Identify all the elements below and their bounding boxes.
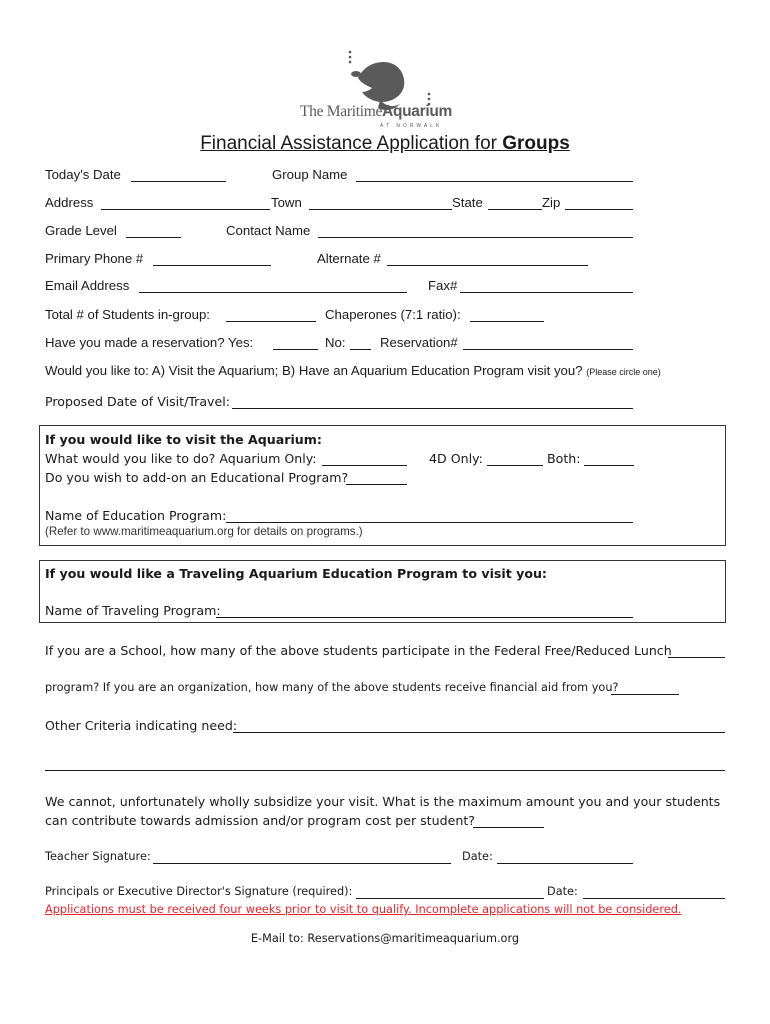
education-program-field[interactable] — [226, 522, 633, 523]
contact-name-field[interactable] — [318, 237, 633, 238]
zip-label: Zip — [542, 195, 561, 210]
reservation-no-label: No: — [325, 335, 346, 350]
lunch-count-field[interactable] — [668, 657, 725, 658]
reservation-no-field[interactable] — [350, 349, 371, 350]
grade-level-label: Grade Level — [45, 223, 117, 238]
total-students-label: Total # of Students in-group: — [45, 307, 210, 322]
both-label: Both: — [547, 451, 581, 466]
contribution-amount-field[interactable] — [473, 827, 544, 828]
primary-phone-label: Primary Phone # — [45, 251, 144, 266]
grade-level-field[interactable] — [126, 237, 181, 238]
subsidy-line2: can contribute towards admission and/or program cost per student? — [45, 813, 475, 828]
address-field[interactable] — [101, 209, 270, 210]
other-criteria-field-2[interactable] — [45, 770, 725, 771]
traveling-program-field[interactable] — [216, 617, 633, 618]
teacher-signature-field[interactable] — [153, 863, 451, 864]
reservation-number-label: Reservation# — [380, 335, 458, 350]
lunch-question-line2: program? If you are an organization, how many of the above students receive financial aid from you? — [45, 681, 619, 694]
total-students-field[interactable] — [226, 321, 316, 322]
fax-label: Fax# — [428, 278, 458, 293]
email-field[interactable] — [139, 292, 407, 293]
circle-one-note: (Please circle one) — [586, 367, 661, 377]
programs-reference-note: (Refer to www.maritimeaquarium.org for details on programs.) — [45, 525, 363, 538]
principal-signature-field[interactable] — [356, 898, 544, 899]
fax-field[interactable] — [460, 292, 633, 293]
email-label: Email Address — [45, 278, 130, 293]
traveling-program-label: Name of Traveling Program: — [45, 603, 221, 618]
subsidy-line1: We cannot, unfortunately wholly subsidize your visit. What is the maximum amount you and your students — [45, 794, 721, 809]
principal-signature-label: Principals or Executive Director's Signature (required): — [45, 885, 353, 898]
alternate-phone-field[interactable] — [387, 265, 588, 266]
todays-date-label: Today's Date — [45, 167, 121, 182]
travel-box-heading: If you would like a Traveling Aquarium Education Program to visit you: — [45, 566, 547, 581]
logo-tagline: AT NORWALK — [380, 123, 443, 129]
aquarium-only-label: What would you like to do? Aquarium Only: — [45, 451, 317, 466]
fourd-only-field[interactable] — [487, 465, 543, 466]
proposed-date-field[interactable] — [232, 408, 633, 409]
town-label: Town — [271, 195, 302, 210]
fourd-only-label: 4D Only: — [429, 451, 483, 466]
other-criteria-label: Other Criteria indicating need: — [45, 718, 238, 733]
addon-program-field[interactable] — [346, 484, 407, 485]
reservation-number-field[interactable] — [463, 349, 633, 350]
logo-wordmark — [300, 103, 452, 121]
reservation-question: Have you made a reservation? Yes: — [45, 335, 254, 350]
email-contact: E-Mail to: Reservations@maritimeaquarium.org — [250, 932, 520, 945]
teacher-signature-label: Teacher Signature: — [45, 850, 151, 863]
chaperones-field[interactable] — [470, 321, 544, 322]
proposed-date-label: Proposed Date of Visit/Travel: — [45, 394, 230, 409]
logo-brand-bold: Aquarium — [382, 103, 453, 120]
both-field[interactable] — [584, 465, 634, 466]
deadline-notice: Applications must be received four weeks prior to visit to qualify. Incomplete applications will not be considered. — [45, 903, 682, 916]
visit-box-heading: If you would like to visit the Aquarium: — [45, 432, 322, 447]
contact-name-label: Contact Name — [226, 223, 311, 238]
lunch-question-line1: If you are a School, how many of the above students participate in the Federal Free/Reduced Lunch — [45, 643, 672, 658]
page-title — [0, 133, 770, 155]
reservation-yes-field[interactable] — [273, 349, 318, 350]
chaperones-label: Chaperones (7:1 ratio): — [325, 307, 461, 322]
addon-program-label: Do you wish to add-on an Educational Program? — [45, 470, 349, 485]
visit-choice-question — [45, 363, 661, 378]
logo-brand-light: The Maritime — [300, 103, 383, 120]
zip-field[interactable] — [565, 209, 633, 210]
teacher-date-label: Date: — [462, 850, 493, 863]
aquarium-only-field[interactable] — [322, 465, 407, 466]
title-groups: Groups — [502, 133, 570, 154]
town-field[interactable] — [309, 209, 452, 210]
primary-phone-field[interactable] — [153, 265, 271, 266]
title-main: Financial Assistance Application for — [200, 133, 503, 154]
group-name-label: Group Name — [272, 167, 348, 182]
financial-aid-count-field[interactable] — [611, 694, 679, 695]
principal-date-label: Date: — [547, 885, 578, 898]
todays-date-field[interactable] — [131, 181, 226, 182]
alternate-phone-label: Alternate # — [317, 251, 381, 266]
teacher-date-field[interactable] — [497, 863, 633, 864]
state-field[interactable] — [488, 209, 542, 210]
education-program-label: Name of Education Program: — [45, 508, 227, 523]
address-label: Address — [45, 195, 94, 210]
visit-choice-text: Would you like to: A) Visit the Aquarium; B) Have an Aquarium Education Program visit you? — [45, 363, 583, 378]
principal-date-field[interactable] — [583, 898, 725, 899]
group-name-field[interactable] — [356, 181, 633, 182]
other-criteria-field[interactable] — [233, 732, 725, 733]
state-label: State — [452, 195, 483, 210]
